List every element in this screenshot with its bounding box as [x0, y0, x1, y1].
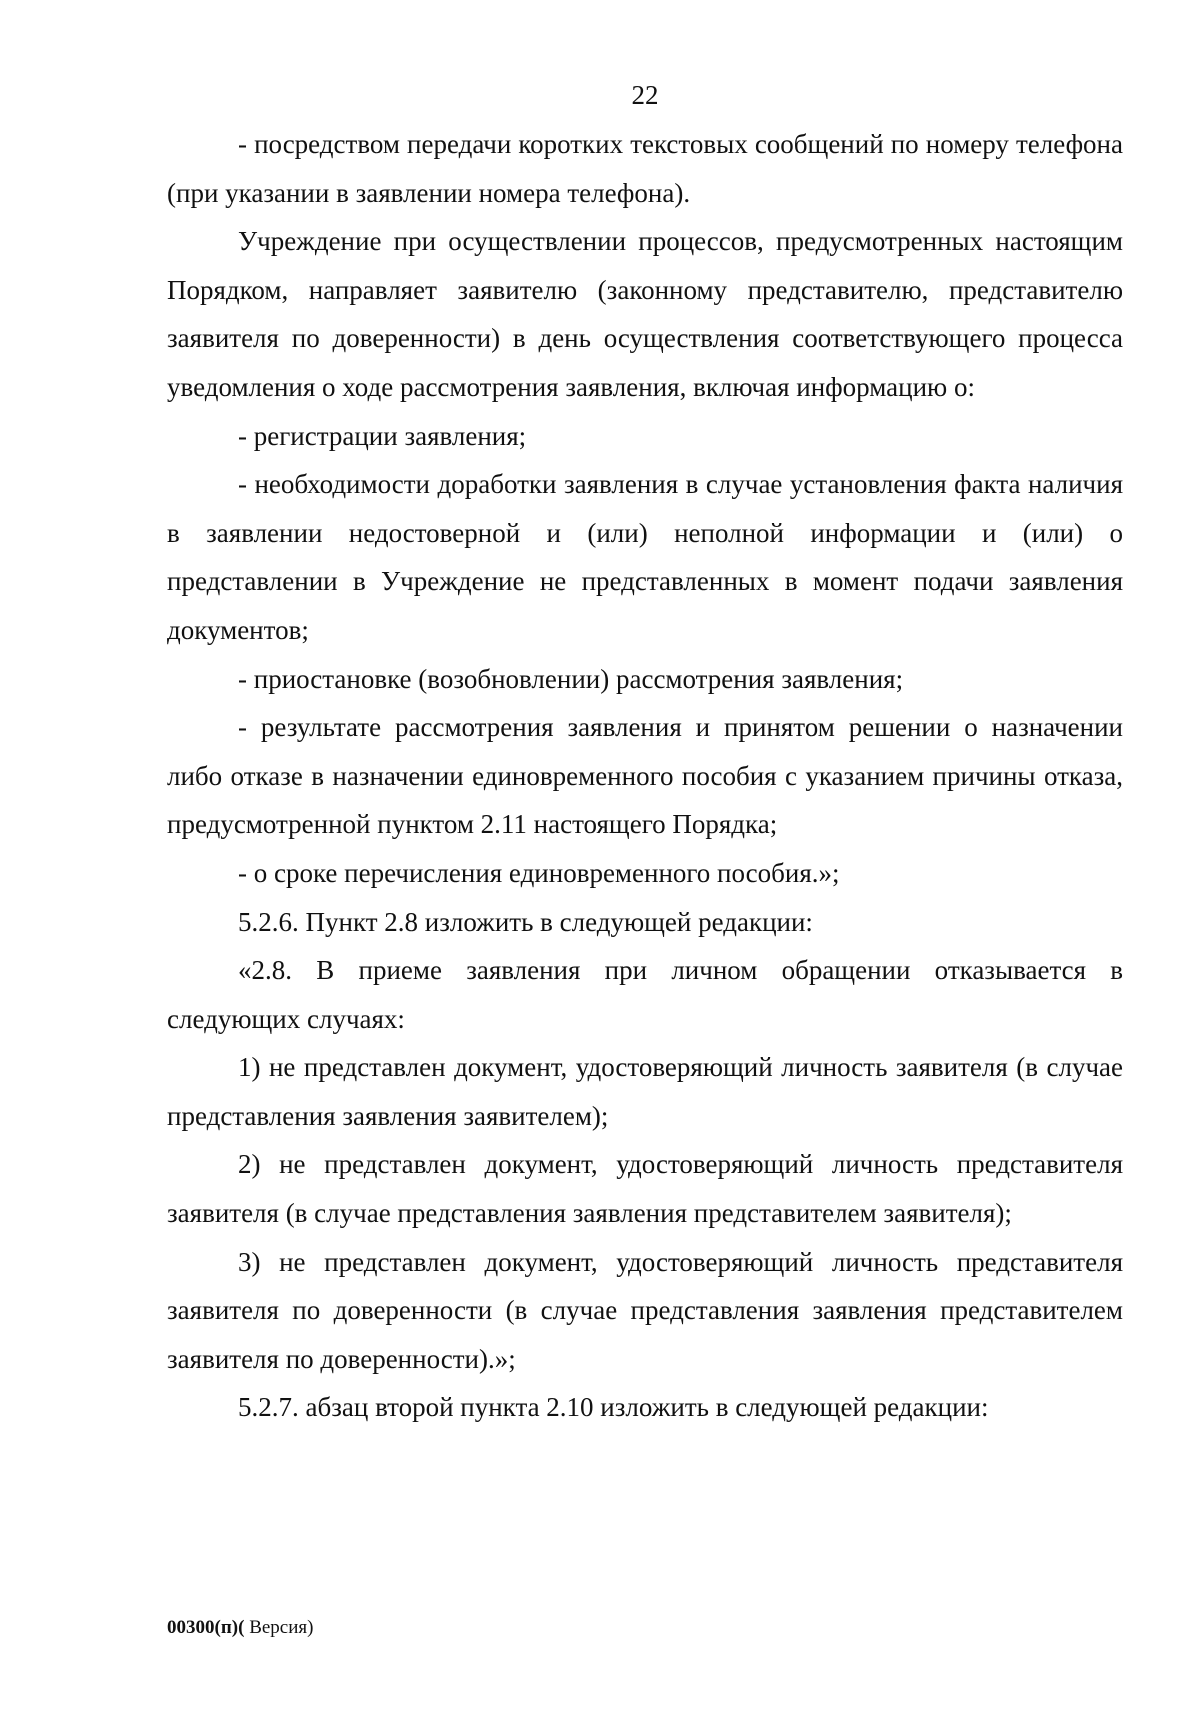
- clause-5-2-6: 5.2.6. Пункт 2.8 изложить в следующей редакции:: [238, 906, 813, 937]
- paragraph-institution-notifications: Учреждение при осуществлении процессов, предусмотренных настоящим Порядком, направляет заявителю (законному представителю, представителю заявителя по доверенности) в день осуществления соответствующего процесса уведомления о ходе рассмотрения заявления, включая информацию о:: [167, 226, 1123, 402]
- list-item-suspension: - приостановке (возобновлении) рассмотрения заявления;: [238, 663, 904, 694]
- list-item-revision-needed: - необходимости доработки заявления в случае установления факта наличия в заявлении недостоверной и (или) неполной информации и (или) о представлении в Учреждение не представленных в момент подачи заявления документов;: [167, 469, 1123, 645]
- footer-version-text: Версия): [244, 1617, 314, 1638]
- list-item-registration: - регистрации заявления;: [238, 420, 527, 451]
- document-body: [167, 120, 1123, 1432]
- footer-document-code: [167, 1617, 313, 1639]
- case-item-2: 2) не представлен документ, удостоверяющий личность представителя заявителя (в случае представления заявления представителем заявителя);: [167, 1149, 1123, 1229]
- footer-code-text: 00300(п)(: [167, 1617, 245, 1638]
- paragraph-sms-notification: - посредством передачи коротких текстовых сообщений по номеру телефона (при указании в заявлении номера телефона).: [167, 129, 1123, 208]
- list-item-result: - результате рассмотрения заявления и принятом решении о назначении либо отказе в назначении единовременного пособия с указанием причины отказа, предусмотренной пунктом 2.11 настоящего Порядка;: [167, 712, 1123, 840]
- clause-5-2-7: 5.2.7. абзац второй пункта 2.10 изложить в следующей редакции:: [238, 1392, 989, 1423]
- case-item-3: 3) не представлен документ, удостоверяющий личность представителя заявителя по доверенности (в случае представления заявления представителем заявителя по доверенности).»;: [167, 1246, 1123, 1374]
- case-item-1: 1) не представлен документ, удостоверяющий личность заявителя (в случае представления заявления заявителем);: [167, 1052, 1123, 1131]
- clause-2-8: «2.8. В приеме заявления при личном обращении отказывается в следующих случаях:: [167, 955, 1123, 1034]
- page-number: 22: [631, 80, 659, 110]
- list-item-payment-deadline: - о сроке перечисления единовременного пособия.»;: [238, 857, 840, 888]
